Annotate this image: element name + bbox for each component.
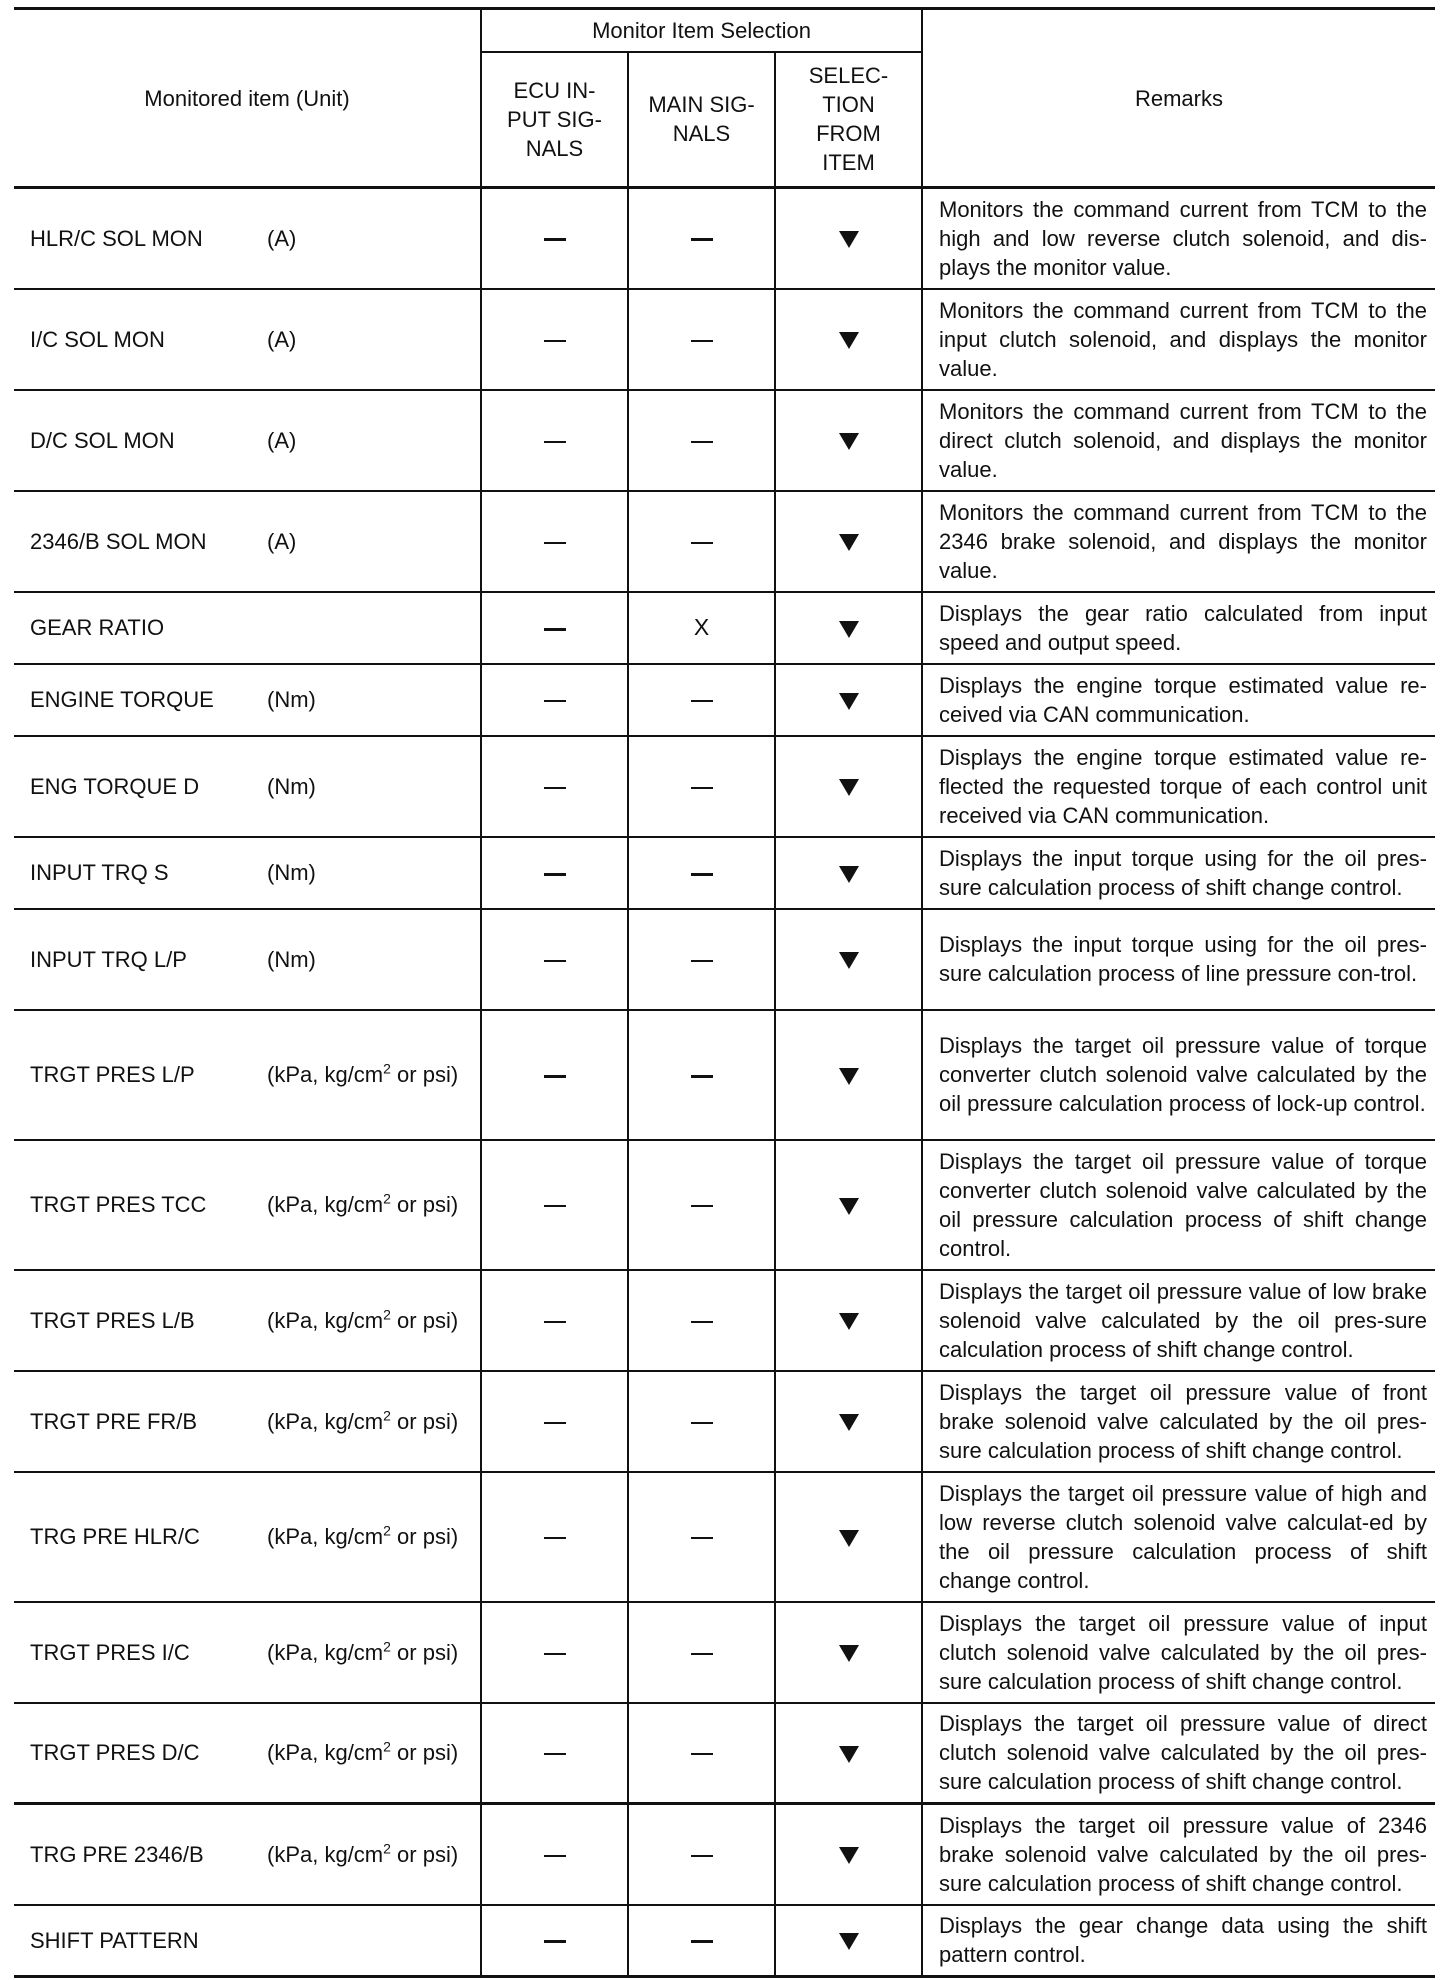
triangle-down-icon <box>839 952 859 969</box>
ecu-cell <box>481 1804 628 1905</box>
monitored-item-cell <box>14 1140 481 1270</box>
header-ecu-input-signals <box>481 52 628 188</box>
ecu-cell <box>481 736 628 837</box>
dash-mark <box>544 542 566 544</box>
select-cell <box>775 1270 922 1371</box>
table-row <box>14 1703 1435 1804</box>
dash-mark <box>691 542 713 544</box>
dash-mark <box>691 787 713 789</box>
main-cell <box>628 289 775 390</box>
dash-mark <box>544 1855 566 1857</box>
select-cell <box>775 1371 922 1472</box>
item-unit <box>267 1060 458 1089</box>
dash-mark <box>544 1753 566 1755</box>
item-unit <box>267 945 316 974</box>
main-cell <box>628 1140 775 1270</box>
table-row <box>14 1140 1435 1270</box>
main-cell <box>628 736 775 837</box>
monitored-item-cell <box>14 736 481 837</box>
item-unit-tail: or psi) <box>390 1841 459 1867</box>
main-cell <box>628 491 775 592</box>
item-unit-superscript: 2 <box>383 1306 391 1323</box>
header-ecu-line: PUT SIG- <box>507 106 602 132</box>
item-unit-text: (A) <box>267 528 297 554</box>
dash-mark <box>544 441 566 443</box>
ecu-cell <box>481 289 628 390</box>
item-name: TRGT PRES D/C <box>30 1740 200 1766</box>
table-row <box>14 1010 1435 1140</box>
dash-mark <box>544 1940 566 1943</box>
monitored-item-cell <box>14 491 481 592</box>
remarks-cell: Displays the engine torque estimated value re-flected the requested torque of each control unit received via CAN communication. <box>922 736 1435 837</box>
select-cell <box>775 592 922 664</box>
ecu-cell <box>481 491 628 592</box>
item-unit-superscript: 2 <box>383 1840 391 1857</box>
monitored-item-cell <box>14 1905 481 1977</box>
dash-mark <box>544 1422 566 1424</box>
select-cell <box>775 1905 922 1977</box>
dash-mark <box>691 1537 713 1539</box>
triangle-down-icon <box>839 866 859 883</box>
table-row <box>14 1371 1435 1472</box>
item-name: TRGT PRES I/C <box>30 1639 190 1665</box>
table-row <box>14 592 1435 664</box>
triangle-down-icon <box>839 1414 859 1431</box>
dash-mark <box>544 238 566 241</box>
select-cell <box>775 1804 922 1905</box>
table-row <box>14 289 1435 390</box>
item-unit-text: (kPa, kg/cm <box>267 1192 384 1217</box>
ecu-cell <box>481 1140 628 1270</box>
triangle-down-icon <box>839 1530 859 1547</box>
dash-mark <box>544 873 566 876</box>
monitored-item-cell <box>14 1371 481 1472</box>
select-cell <box>775 1140 922 1270</box>
item-name: D/C SOL MON <box>30 427 175 453</box>
item-unit-text: (A) <box>267 225 297 251</box>
item-unit-text: (A) <box>267 427 297 453</box>
item-unit-text: (Nm) <box>267 946 316 972</box>
select-cell <box>775 491 922 592</box>
item-unit-superscript: 2 <box>383 1522 391 1539</box>
ecu-cell <box>481 1905 628 1977</box>
table-row <box>14 1602 1435 1703</box>
select-cell <box>775 664 922 736</box>
header-main-line: MAIN SIG- <box>648 92 755 118</box>
triangle-down-icon <box>839 231 859 248</box>
table-row <box>14 664 1435 736</box>
item-unit <box>267 772 316 801</box>
remarks-cell: Displays the target oil pressure value of direct clutch solenoid valve calculated by the oil pres-sure calculation process of shift change control. <box>922 1703 1435 1804</box>
item-unit <box>267 1638 458 1667</box>
remarks-cell: Displays the gear change data using the shift pattern control. <box>922 1905 1435 1977</box>
item-unit-text: (kPa, kg/cm <box>267 1841 384 1867</box>
select-cell <box>775 1472 922 1602</box>
ecu-cell <box>481 390 628 491</box>
select-cell <box>775 837 922 909</box>
remarks-cell: Displays the input torque using for the oil pres-sure calculation process of line pressure con-trol. <box>922 909 1435 1010</box>
item-unit <box>267 1840 458 1869</box>
header-main-signals <box>628 52 775 188</box>
dash-mark <box>544 628 566 631</box>
item-unit-text: (A) <box>267 326 297 352</box>
dash-mark <box>691 1422 713 1424</box>
item-unit <box>267 224 296 253</box>
dash-mark <box>544 787 566 789</box>
table-row <box>14 909 1435 1010</box>
select-cell <box>775 909 922 1010</box>
remarks-cell: Monitors the command current from TCM to the direct clutch solenoid, and displays the monitor value. <box>922 390 1435 491</box>
remarks-cell: Displays the engine torque estimated value re-ceived via CAN communication. <box>922 664 1435 736</box>
remarks-cell: Displays the target oil pressure value of high and low reverse clutch solenoid valve calculat-ed by the oil pressure calculation process of shift change control. <box>922 1472 1435 1602</box>
item-unit-text: (kPa, kg/cm <box>267 1307 384 1333</box>
remarks-cell: Displays the target oil pressure value of torque converter clutch solenoid valve calculated by the oil pressure calculation process of lock-up control. <box>922 1010 1435 1140</box>
dash-mark <box>691 700 713 702</box>
monitored-item-cell <box>14 1804 481 1905</box>
dash-mark <box>544 1321 566 1323</box>
monitored-item-cell <box>14 289 481 390</box>
header-select-line: ITEM <box>822 150 875 176</box>
header-main-line: NALS <box>672 121 731 147</box>
item-unit-superscript: 2 <box>383 1638 391 1655</box>
item-unit-tail: or psi) <box>390 1307 459 1333</box>
dash-mark <box>691 873 713 876</box>
remarks-cell: Displays the gear ratio calculated from input speed and output speed. <box>922 592 1435 664</box>
table-body <box>14 188 1435 1977</box>
dash-mark <box>544 1653 566 1655</box>
x-mark: X <box>693 614 710 640</box>
remarks-cell: Monitors the command current from TCM to the 2346 brake solenoid, and displays the monitor value. <box>922 491 1435 592</box>
dash-mark <box>691 960 713 962</box>
item-unit-text: (Nm) <box>267 687 316 712</box>
ecu-cell <box>481 837 628 909</box>
main-cell <box>628 1804 775 1905</box>
item-unit-text: (Nm) <box>267 773 316 799</box>
ecu-cell <box>481 664 628 736</box>
table-row <box>14 1905 1435 1977</box>
dash-mark <box>691 238 713 241</box>
main-cell <box>628 1602 775 1703</box>
select-cell <box>775 736 922 837</box>
main-cell <box>628 1472 775 1602</box>
dash-mark <box>691 441 713 443</box>
triangle-down-icon <box>839 1313 859 1330</box>
monitor-item-table <box>14 7 1435 1978</box>
item-name: TRGT PRE FR/B <box>30 1408 198 1434</box>
item-name: I/C SOL MON <box>30 326 165 352</box>
item-unit-tail: or psi) <box>390 1408 459 1434</box>
item-unit-text: (kPa, kg/cm <box>267 1740 384 1766</box>
header-select-line: TION <box>822 92 875 118</box>
header-ecu-line: NALS <box>525 135 584 161</box>
triangle-down-icon <box>839 693 859 710</box>
dash-mark <box>691 1321 713 1323</box>
main-cell <box>628 837 775 909</box>
main-cell <box>628 592 775 664</box>
dash-mark <box>691 1653 713 1655</box>
monitored-item-cell <box>14 837 481 909</box>
remarks-cell: Monitors the command current from TCM to the high and low reverse clutch solenoid, and dis-plays the monitor value. <box>922 188 1435 289</box>
ecu-cell <box>481 1602 628 1703</box>
monitored-item-cell <box>14 1703 481 1804</box>
monitored-item-cell <box>14 1270 481 1371</box>
item-unit-text: (kPa, kg/cm <box>267 1408 384 1434</box>
item-name: TRG PRE HLR/C <box>30 1524 200 1549</box>
monitored-item-cell <box>14 664 481 736</box>
main-cell <box>628 1905 775 1977</box>
table-row <box>14 1270 1435 1371</box>
triangle-down-icon <box>839 332 859 349</box>
remarks-cell: Displays the target oil pressure value of torque converter clutch solenoid valve calculated by the oil pressure calculation process of shift change control. <box>922 1140 1435 1270</box>
dash-mark <box>544 700 566 702</box>
table-row <box>14 188 1435 289</box>
item-unit-tail: or psi) <box>390 1192 459 1217</box>
ecu-cell <box>481 592 628 664</box>
select-cell <box>775 1010 922 1140</box>
item-unit-tail: or psi) <box>390 1639 459 1665</box>
dash-mark <box>691 340 713 342</box>
item-name: TRGT PRES L/P <box>30 1062 195 1087</box>
item-unit <box>267 858 316 887</box>
monitored-item-cell <box>14 909 481 1010</box>
item-name: ENG TORQUE D <box>30 773 200 799</box>
item-unit-text: (kPa, kg/cm <box>267 1524 384 1549</box>
triangle-down-icon <box>839 1645 859 1662</box>
header-monitor-item-selection: Monitor Item Selection <box>481 9 922 52</box>
triangle-down-icon <box>839 1746 859 1763</box>
item-name: GEAR RATIO <box>30 615 165 640</box>
item-unit-text: (Nm) <box>267 860 316 885</box>
select-cell <box>775 1602 922 1703</box>
ecu-cell <box>481 1371 628 1472</box>
item-name: ENGINE TORQUE <box>30 687 214 712</box>
main-cell <box>628 188 775 289</box>
item-unit <box>267 1522 458 1551</box>
dash-mark <box>544 340 566 342</box>
dash-mark <box>544 1205 566 1207</box>
monitored-item-cell <box>14 592 481 664</box>
table-row <box>14 1804 1435 1905</box>
header-remarks: Remarks <box>922 9 1435 188</box>
item-unit <box>267 1738 458 1767</box>
table-row <box>14 837 1435 909</box>
item-unit-superscript: 2 <box>383 1190 391 1207</box>
remarks-cell: Displays the target oil pressure value of 2346 brake solenoid valve calculated by the oil pres-sure calculation process of shift change control. <box>922 1804 1435 1905</box>
main-cell <box>628 1371 775 1472</box>
item-unit <box>267 1190 458 1219</box>
main-cell <box>628 390 775 491</box>
dash-mark <box>544 1075 566 1078</box>
item-unit <box>267 685 316 714</box>
triangle-down-icon <box>839 1847 859 1864</box>
item-name: TRG PRE 2346/B <box>30 1841 204 1867</box>
item-unit-tail: or psi) <box>390 1740 459 1766</box>
dash-mark <box>544 1537 566 1539</box>
item-unit-text: (kPa, kg/cm <box>267 1062 384 1087</box>
select-cell <box>775 188 922 289</box>
dash-mark <box>691 1753 713 1755</box>
ecu-cell <box>481 1270 628 1371</box>
triangle-down-icon <box>839 779 859 796</box>
monitored-item-cell <box>14 1472 481 1602</box>
monitored-item-cell <box>14 1010 481 1140</box>
header-ecu-line: ECU IN- <box>513 77 596 103</box>
item-name: INPUT TRQ S <box>30 860 169 885</box>
item-unit <box>267 1407 458 1436</box>
select-cell <box>775 289 922 390</box>
table-row <box>14 390 1435 491</box>
header-select-line: SELEC- <box>808 63 889 89</box>
item-unit-tail: or psi) <box>390 1062 459 1087</box>
item-name: 2346/B SOL MON <box>30 528 207 554</box>
monitored-item-cell <box>14 188 481 289</box>
header-select-line: FROM <box>816 121 881 147</box>
dash-mark <box>691 1940 713 1943</box>
table-row <box>14 491 1435 592</box>
item-name: TRGT PRES TCC <box>30 1192 207 1217</box>
monitored-item-cell <box>14 1602 481 1703</box>
item-unit <box>267 1306 458 1335</box>
main-cell <box>628 1010 775 1140</box>
dash-mark <box>691 1075 713 1078</box>
remarks-cell: Monitors the command current from TCM to the input clutch solenoid, and displays the monitor value. <box>922 289 1435 390</box>
remarks-cell: Displays the input torque using for the oil pres-sure calculation process of shift change control. <box>922 837 1435 909</box>
item-name: SHIFT PATTERN <box>30 1927 199 1953</box>
item-name: INPUT TRQ L/P <box>30 946 187 972</box>
triangle-down-icon <box>839 621 859 638</box>
item-unit-superscript: 2 <box>383 1060 391 1077</box>
dash-mark <box>691 1855 713 1857</box>
dash-mark <box>691 1205 713 1207</box>
monitored-item-cell <box>14 390 481 491</box>
ecu-cell <box>481 1472 628 1602</box>
select-cell <box>775 1703 922 1804</box>
item-unit-superscript: 2 <box>383 1738 391 1755</box>
item-unit <box>267 325 296 354</box>
remarks-cell: Displays the target oil pressure value of low brake solenoid valve calculated by the oil pres-sure calculation process of shift change control. <box>922 1270 1435 1371</box>
item-name: TRGT PRES L/B <box>30 1307 195 1333</box>
ecu-cell <box>481 1703 628 1804</box>
triangle-down-icon <box>839 1198 859 1215</box>
triangle-down-icon <box>839 1933 859 1950</box>
main-cell <box>628 909 775 1010</box>
header-selection-from-item <box>775 52 922 188</box>
ecu-cell <box>481 188 628 289</box>
table-row <box>14 736 1435 837</box>
main-cell <box>628 664 775 736</box>
triangle-down-icon <box>839 433 859 450</box>
ecu-cell <box>481 1010 628 1140</box>
item-unit-superscript: 2 <box>383 1407 391 1424</box>
item-name: HLR/C SOL MON <box>30 225 203 251</box>
triangle-down-icon <box>839 534 859 551</box>
item-unit <box>267 527 296 556</box>
item-unit-tail: or psi) <box>390 1524 459 1549</box>
triangle-down-icon <box>839 1068 859 1085</box>
select-cell <box>775 390 922 491</box>
main-cell <box>628 1703 775 1804</box>
item-unit-text: (kPa, kg/cm <box>267 1639 384 1665</box>
item-unit <box>267 426 296 455</box>
remarks-cell: Displays the target oil pressure value of front brake solenoid valve calculated by the oil pres-sure calculation process of shift change control. <box>922 1371 1435 1472</box>
dash-mark <box>544 960 566 962</box>
header-monitored-item: Monitored item (Unit) <box>14 9 481 188</box>
ecu-cell <box>481 909 628 1010</box>
main-cell <box>628 1270 775 1371</box>
remarks-cell: Displays the target oil pressure value of input clutch solenoid valve calculated by the oil pres-sure calculation process of shift change control. <box>922 1602 1435 1703</box>
table-row <box>14 1472 1435 1602</box>
